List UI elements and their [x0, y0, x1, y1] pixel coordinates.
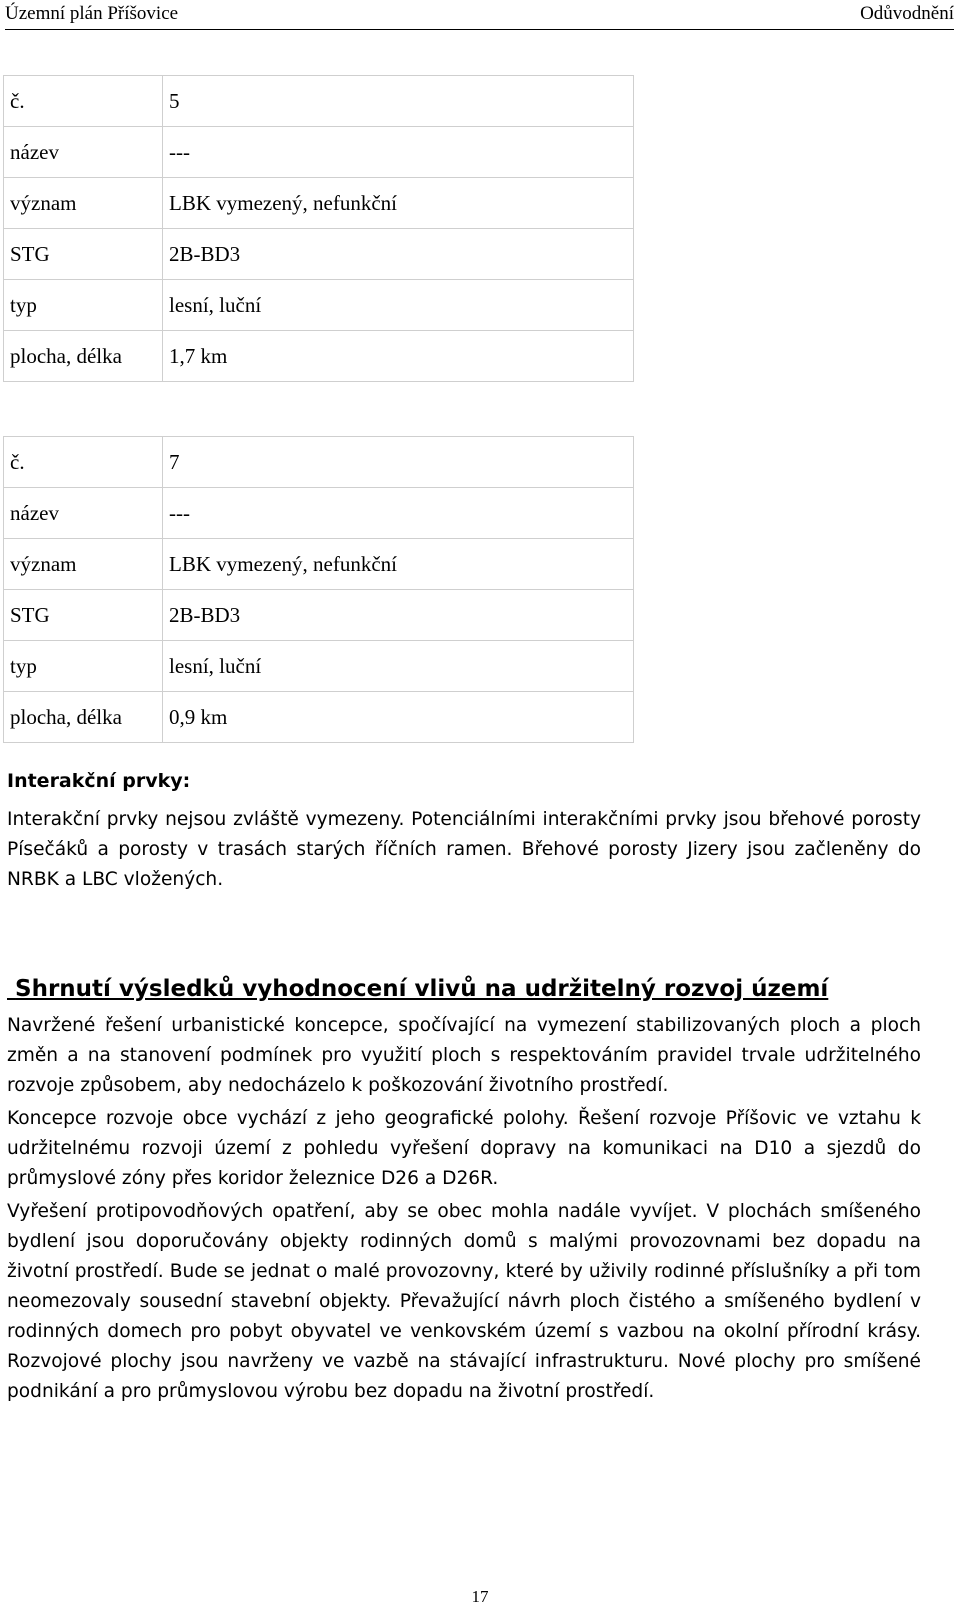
row-key: název [4, 488, 163, 539]
entry-table-7 [3, 436, 634, 743]
table-row [4, 590, 634, 641]
table-row [4, 641, 634, 692]
row-value: 0,9 km [163, 692, 634, 743]
summary-paragraph-2: Koncepce rozvoje obce vychází z jeho geografické polohy. Řešení rozvoje Příšovic ve vztahu k udržitelnému rozvoji území z pohledu vyřešení dopravy na komunikaci na D10 a sjezdů do průmyslové zóny přes koridor železnice D26 a D26R. [7, 1108, 921, 1189]
table-row [4, 539, 634, 590]
row-key: plocha, délka [4, 331, 163, 382]
row-key: název [4, 127, 163, 178]
table-row [4, 331, 634, 382]
entry-table-5 [3, 75, 634, 382]
row-value: --- [163, 488, 634, 539]
document-section: Odůvodnění [860, 3, 954, 24]
table-row [4, 437, 634, 488]
table-row [4, 488, 634, 539]
table-row [4, 280, 634, 331]
summary-paragraph-3: Vyřešení protipovodňových opatření, aby se obec mohla nadále vyvíjet. V plochách smíšeného bydlení jsou doporučovány objekty rodinných domů s malými provozovnami bez dopadu na životní prostředí. Bude se jednat o malé provozovny, které by uživily rodinné příslušníky a při tom neomezovaly sousední stavební objekty. Převažující návrh ploch čistého a smíšeného bydlení v rodinných domech pro pobyt obyvatel ve venkovském území s vazbou na okolní přírodní krásy. Rozvojové plochy jsou navrženy ve vazbě na stávající infrastrukturu. Nové plochy pro smíšené podnikání a pro průmyslovou výrobu bez dopadu na životní prostředí. [7, 1201, 921, 1402]
page-number: 17 [471, 1587, 489, 1606]
row-value: 2B-BD3 [163, 229, 634, 280]
row-value: 2B-BD3 [163, 590, 634, 641]
table-row [4, 229, 634, 280]
row-value: lesní, luční [163, 641, 634, 692]
row-value: 1,7 km [163, 331, 634, 382]
row-key: č. [4, 437, 163, 488]
interaction-heading: Interakční prvky: [7, 770, 191, 792]
row-key: typ [4, 641, 163, 692]
summary-paragraph-1: Navržené řešení urbanistické koncepce, spočívající na vymezení stabilizovaných ploch a ploch změn a na stanovení podmínek pro využití ploch s respektováním pravidel trvale udržitelného rozvoje způsobem, aby nedocházelo k poškozování životního prostředí. [7, 1015, 921, 1096]
section-title-text: Shrnutí výsledků vyhodnocení vlivů na udržitelný rozvoj území [15, 976, 829, 1002]
row-key: typ [4, 280, 163, 331]
row-value: 7 [163, 437, 634, 488]
table-row [4, 127, 634, 178]
table-row [4, 76, 634, 127]
row-value: LBK vymezený, nefunkční [163, 178, 634, 229]
row-value: --- [163, 127, 634, 178]
row-key: význam [4, 178, 163, 229]
table-row [4, 178, 634, 229]
row-value: 5 [163, 76, 634, 127]
row-key: STG [4, 590, 163, 641]
row-value: LBK vymezený, nefunkční [163, 539, 634, 590]
row-key: č. [4, 76, 163, 127]
section-title [7, 976, 828, 1002]
row-value: lesní, luční [163, 280, 634, 331]
row-key: STG [4, 229, 163, 280]
row-key: plocha, délka [4, 692, 163, 743]
table-row [4, 692, 634, 743]
document-title: Územní plán Příšovice [5, 3, 179, 24]
row-key: význam [4, 539, 163, 590]
page-header [5, 3, 954, 30]
interaction-paragraph: Interakční prvky nejsou zvláště vymezeny. Potenciálními interakčními prvky jsou břehové porosty Písečáků a porosty v trasách starých říčních ramen. Břehové porosty Jizery jsou začleněny do NRBK a LBC vložených. [7, 809, 921, 890]
